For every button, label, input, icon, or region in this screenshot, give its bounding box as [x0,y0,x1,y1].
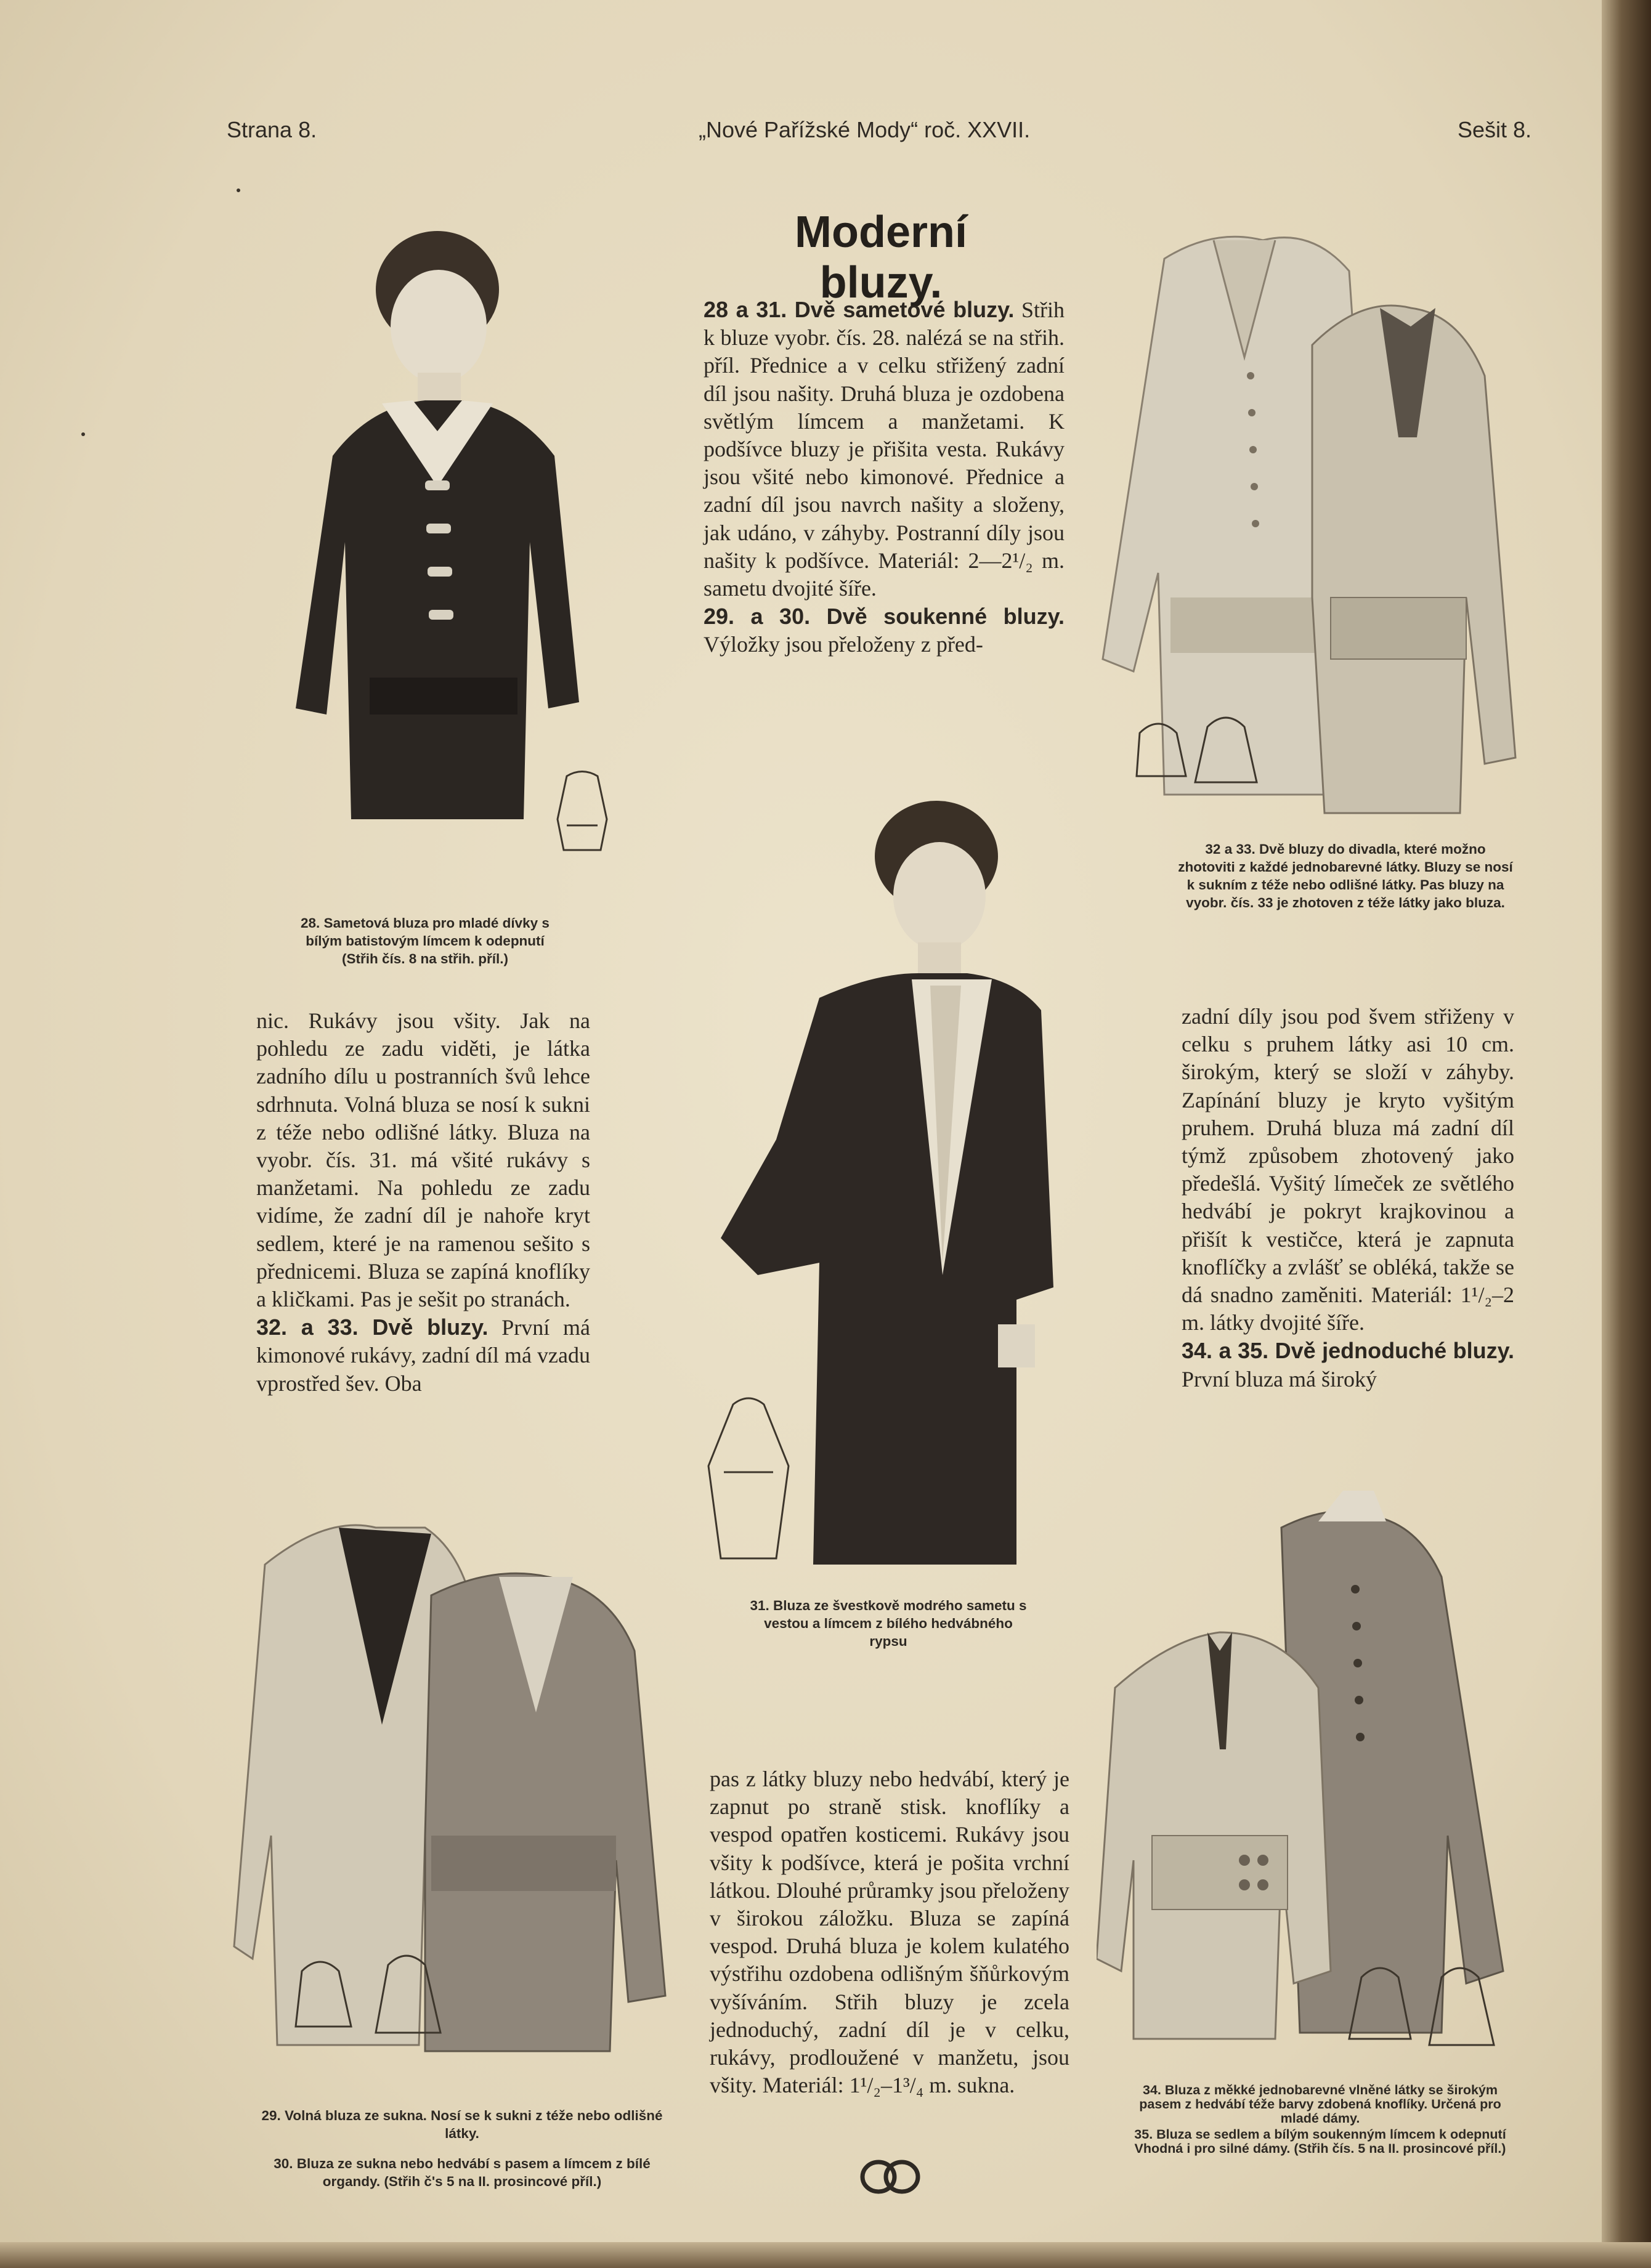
back-view-sketch-fig32-33 [1127,708,1269,801]
page-number: Strana 8. [227,117,317,142]
caption-fig34: 34. Bluza z měkké jednobarevné vlněné látky se širokým pasem z hedvábí téže barvy zdobená knoflíky. Určená pro mladé dámy. [1139,2083,1501,2126]
page-edge-shadow [1602,0,1651,2268]
caption-fig29: 29. Volná bluza ze sukna. Nosí se k sukni z téže nebo odlišné látky. [261,2108,663,2141]
running-header: „Nové Pařížské Mody“ roč. XXVII. [699,117,1031,142]
text-column-center-bottom [710,1765,1069,2099]
caption-fig30: 30. Bluza ze sukna nebo hedvábí s pasem a límcem z bílé organdy. (Střih č's 5 na II. prosincové příl.) [274,2156,651,2189]
paragraph-34-35: První bluza má široký [1182,1366,1377,1391]
paragraph-left-mid: nic. Rukávy jsou všity. Jak na pohledu ze zadu viděti, je látka zadního dílu u postranních švů lehce sdrhnuta. Volná bluza se nosí k sukni z téže nebo odlišné látky. Bluza na vyobr. čís. 31. má všité rukávy s manžetami. Na pohledu ze zadu vidíme, že zadní díl je nahoře kryt sedlem, které je na ramenou sešito s přednicemi. Bluza se zapíná knoflíky a kličkami. Pas je sešit po stranách. [256,1008,590,1312]
section-lead-32-33: 32. a 33. Dvě bluzy. [256,1314,489,1340]
back-view-sketch-fig29-30 [290,1946,450,2045]
print-speck [81,432,85,436]
decorative-ornament [859,2157,922,2197]
paragraph-29-30: Výložky jsou přeloženy z před- [704,632,983,657]
caption-fig32-33: 32 a 33. Dvě bluzy do divadla, které možno zhotoviti z každé jednobarevné látky. Bluzy se nosí k sukním z téže nebo odlišné látky. Pas bluzy na vyobr. čís. 33 je zhotoven z téže látky jako bluza. [1178,841,1513,910]
text-column-right-mid [1182,1003,1514,1393]
paragraph-28-31: Střih k bluze vyobr. čís. 28. nalézá se na střih. příl. Přednice a v celku střižený zadní díl jsou našity. Druhá bluza je ozdobena světlým límcem a manžetami. K podšívce bluzy je přišita vesta. Rukávy jsou všité nebo kimonové. Přednice a zadní díl jsou navrch našity a složeny, jak udáno, v záhyby. Postranní díly jsou našity k podšívce. Materiál: 2—2¹/₂ m. sametu dvojité šíře. [704,298,1065,601]
text-column-center-top [704,296,1065,659]
text-column-left-mid [256,1007,590,1398]
back-view-sketch-fig31 [696,1392,801,1565]
caption-fig31: 31. Bluza ze švestkově modrého sametu s vestou a límcem z bílého hedvábného rypsu [750,1598,1027,1649]
print-speck [237,188,240,192]
page-bottom-edge [0,2242,1651,2268]
caption-fig35: 35. Bluza se sedlem a bílým soukenným límcem k odepnutí Vhodná i pro silné dámy. (Střih čís. 5 na II. prosincové příl.) [1134,2127,1506,2156]
article-title: Moderní bluzy. [795,208,967,307]
paragraph-32-33: První má kimonové rukávy, zadní díl má vzadu vprostřed šev. Oba [256,1315,590,1396]
back-view-sketch-fig28 [548,764,616,856]
back-view-sketch-fig34-35 [1343,1959,1503,2051]
issue-number: Sešit 8. [1458,117,1532,142]
paragraph-center-bottom: pas z látky bluzy nebo hedvábí, který je zapnut po straně stisk. knoflíky a vespod opatřen kosticemi. Rukávy jsou všity k podšívce, která je pošita vrchní látkou. Dlouhé průramky jsou přeloženy v širokou záložku. Bluza se zapíná vespod. Druhá bluza je kolem kulatého výstřihu ozdobena odlišným šňůrkovým vyšíváním. Střih bluzy je zcela jednoduchý, zadní díl je v celku, rukávy, prodloužené v manžetu, jsou všity. Materiál: 1¹/₂–1³/₄ m. sukna. [710,1767,1069,2098]
section-lead-28-31: 28 a 31. Dvě sametové bluzy. [704,297,1015,322]
section-lead-29-30: 29. a 30. Dvě soukenné bluzy. [704,604,1065,630]
caption-fig28: 28. Sametová bluza pro mladé dívky s bílým batistovým límcem k odepnutí (Střih čís. 8 na střih. příl.) [301,915,550,966]
section-lead-34-35: 34. a 35. Dvě jednoduché bluzy. [1182,1338,1514,1364]
paragraph-right-mid: zadní díly jsou pod švem střiženy v celku s pruhem látky asi 10 cm. širokým, který se složí v záhyby. Zapínání bluzy je kryto vyšitým pruhem. Druhá bluza má zadní díl týmž způsobem zhotovený jako předešlá. Vyšitý límeček ze světlého hedvábí je pokryt krajkovinou a přišít k vestičce, která je zapnuta knoflíčky a zvlášť se obléká, takže se dá snadno zaměniti. Materiál: 1¹/₂–2 m. látky dvojité šíře. [1182,1004,1514,1335]
